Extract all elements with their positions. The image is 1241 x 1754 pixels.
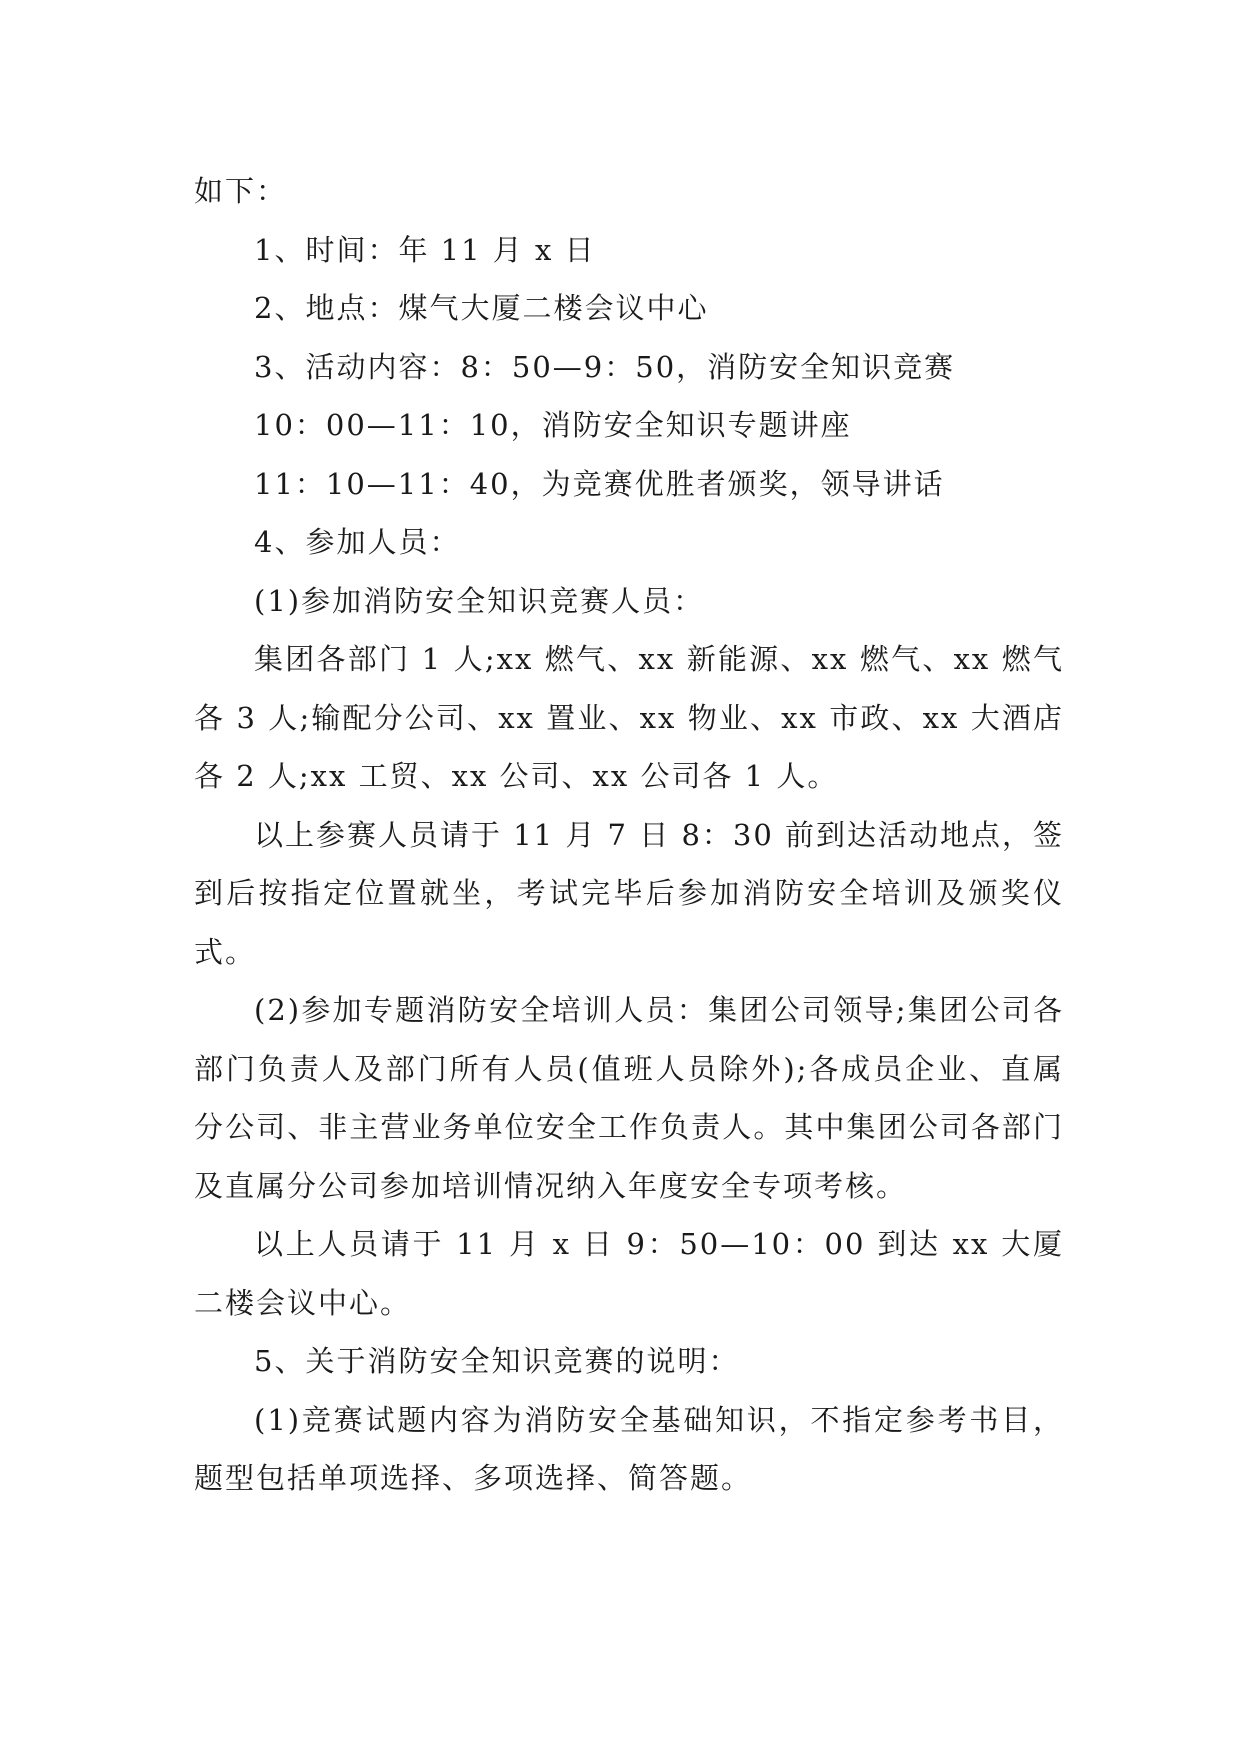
- document-body: [194, 162, 1064, 1508]
- paragraph-contest-arrival: 以上参赛人员请于 11 月 7 日 8：30 前到达活动地点，签到后按指定位置就坐，考试完毕后参加消防安全培训及颁奖仪式。: [194, 817, 1065, 969]
- paragraph-activity-content: 3、活动内容：8：50—9：50，消防安全知识竞赛: [254, 349, 956, 384]
- paragraph-training-arrival: 以上人员请于 11 月 x 日 9：50—10：00 到达 xx 大厦二楼会议中心。: [194, 1227, 1064, 1320]
- paragraph-schedule-lecture: 10：00—11：10，消防安全知识专题讲座: [254, 408, 852, 442]
- paragraph-time: 1、时间：年 11 月 x 日: [254, 232, 596, 267]
- paragraph-intro: 如下：: [194, 174, 288, 208]
- paragraph-contest-participants-heading: (1)参加消防安全知识竞赛人员：: [254, 583, 705, 618]
- paragraph-participants-heading: 4、参加人员：: [254, 525, 461, 559]
- paragraph-contest-notes-content: (1)竞赛试题内容为消防安全基础知识，不指定参考书目，题型包括单项选择、多项选择、简答题。: [194, 1402, 1064, 1495]
- paragraph-contest-notes-heading: 5、关于消防安全知识竞赛的说明：: [254, 1344, 740, 1378]
- paragraph-contest-participants-list: 集团各部门 1 人;xx 燃气、xx 新能源、xx 燃气、xx 燃气各 3 人;输配分公司、xx 置业、xx 物业、xx 市政、xx 大酒店各 2 人;xx 工贸、xx 公司、xx 公司各 1 人。: [194, 642, 1064, 793]
- paragraph-location: 2、地点：煤气大厦二楼会议中心: [254, 291, 709, 325]
- paragraph-training-participants: (2)参加专题消防安全培训人员：集团公司领导;集团公司各部门负责人及部门所有人员(值班人员除外);各成员企业、直属分公司、非主营业务单位安全工作负责人。其中集团公司各部门及直属分公司参加培训情况纳入年度安全专项考核。: [194, 993, 1064, 1203]
- paragraph-schedule-awards: 11：10—11：40，为竞赛优胜者颁奖，领导讲话: [254, 466, 945, 501]
